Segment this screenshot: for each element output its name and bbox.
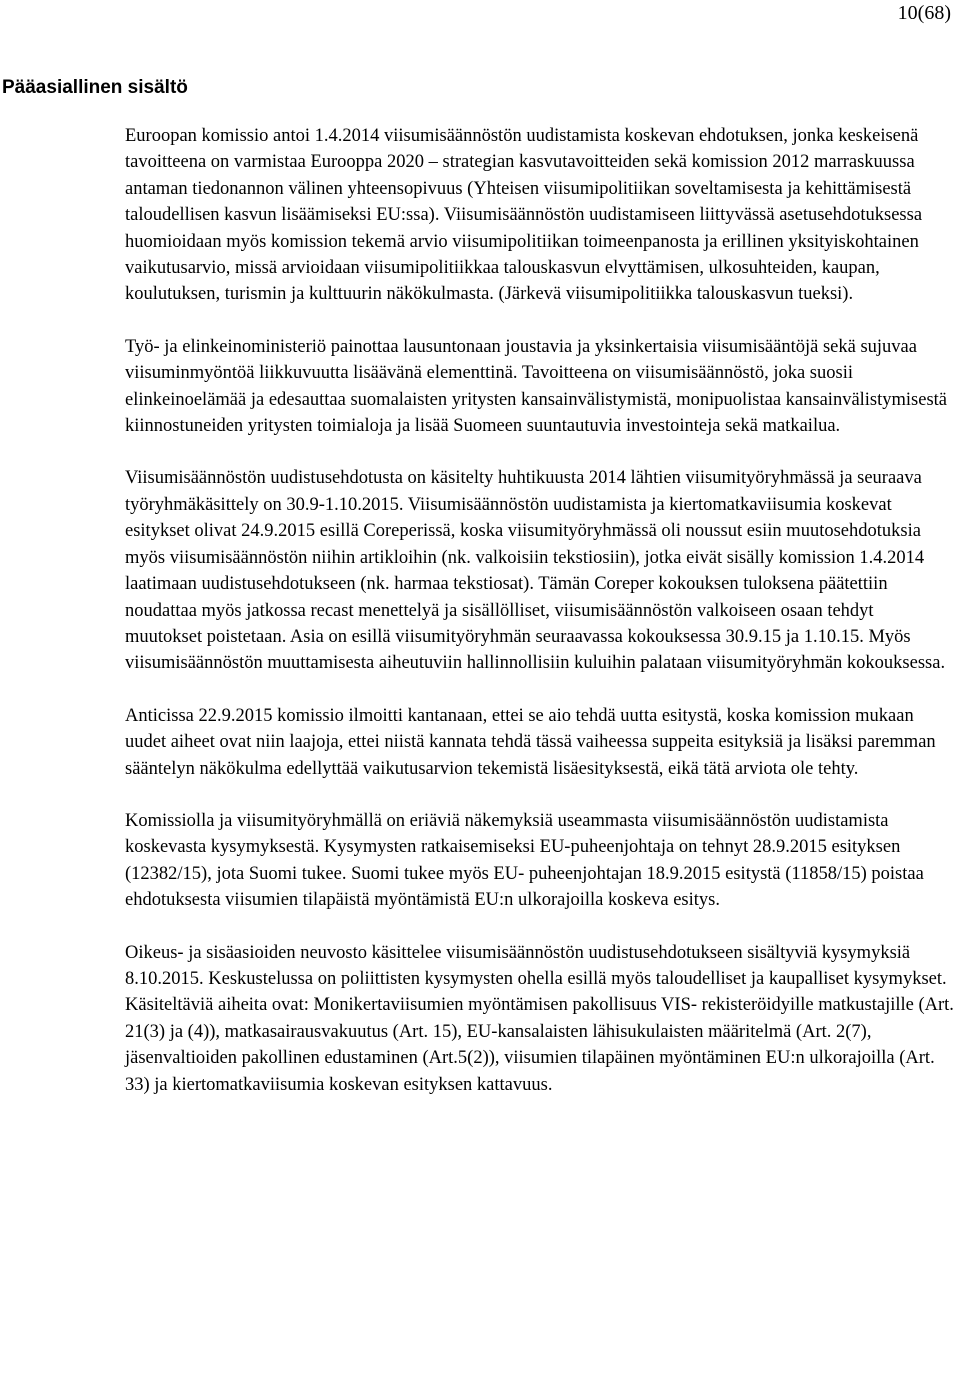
paragraph-presidency-proposals: Komissiolla ja viisumityöryhmällä on eriäviä näkemyksiä useammasta viisumisäännöstön uudistamista koskevasta kysymyksestä. Kysymysten ratkaisemiseksi EU-puheenjohtaja on tehnyt 28.9.2015 esityksen (12382/15), jota Suomi tukee. Suomi tukee myös EU- puheenjohtajan 18.9.2015 esitystä (11858/15) poistaa ehdotuksesta viisumien tilapäistä myöntämistä EU:n ulkorajoilla koskeva esitys. xyxy=(125,810,924,911)
paragraph-council-agenda: Oikeus- ja sisäasioiden neuvosto käsittelee viisumisäännöstön uudistusehdotukseen sisältyviä kysymyksiä 8.10.2015. Keskustelussa on poliittisten kysymysten ohella esillä myös taloudelliset ja kaupalliset kysymykset. Käsiteltäviä aiheita ovat: Monikertaviisumien myöntämisen pakollisuus VIS- rekisteröidyille matkustajille (Art. 21(3) ja (4)), matkasairausvakuutus (Art. 15), EU-kansalaisten lähisukulaisten määritelmä (Art. 2(7), jäsenvaltioiden pakollinen edustaminen (Art.5(2)), viisumien tilapäinen myöntäminen EU:n ulkorajoilla (Art. 33) ja kiertomatkaviisumia koskevan esityksen kattavuus. xyxy=(125,942,954,1095)
paragraph-antici-commission: Anticissa 22.9.2015 komissio ilmoitti kantanaan, ettei se aio tehdä uutta esitystä, koska komission mukaan uudet aiheet ovat niin laajoja, ettei niistä kannata tehdä tässä vaiheessa suppeita esityksiä ja lisäksi paremman sääntelyn näkökulma edellyttää vaikutusarvion tekemistä lisäesityksestä, eikä tätä arviota ole tehty. xyxy=(125,705,936,779)
paragraph-ministry-position: Työ- ja elinkeinoministeriö painottaa lausuntonaan joustavia ja yksinkertaisia viisumisääntöjä sekä sujuvaa viisuminmyöntöä liikkuvuutta lisäävänä elementtinä. Tavoitteena on viisumisäännöstö, joka suosii elinkeinoelämää ja edesauttaa suomalaisten yritysten kansainvälistymistä, monipuolistaa kansainvälistymisestä kiinnostuneiden yritysten toimialoja ja lisää Suomeen suuntautuvia investointeja sekä matkailua. xyxy=(125,336,948,437)
paragraph-working-group-status: Viisumisäännöstön uudistusehdotusta on käsitelty huhtikuusta 2014 lähtien viisumityöryhmässä ja seuraava työryhmäkäsittely on 30.9-1.10.2015. Viisumisäännöstön uudistamista ja kiertomatkaviisumia koskevat esitykset olivat 24.9.2015 esillä Coreperissä, koska viisumityöryhmässä oli noussut esiin muutosehdotuksia myös viisumisäännöstön niihin artikloihin (nk. valkoisiin tekstiosiin), jotka eivät sisälly komission 1.4.2014 laatimaan uudistusehdotukseen (nk. harmaa tekstiosat). Tämän Coreper kokouksen tuloksena päätettiin noudattaa myös jatkossa recast menettelyä ja sisällölliset, viisumisäännöstön valkoiseen osaan tehdyt muutokset poistetaan. Asia on esillä viisumityöryhmän seuraavassa kokouksessa 30.9.15 ja 1.10.15. Myös viisumisäännöstön muuttamisesta aiheutuviin hallinnollisiin kuluihin palataan viisumityöryhmän kokouksessa. xyxy=(125,468,946,674)
section-heading: Pääasiallinen sisältö xyxy=(2,77,188,98)
page-number: 10(68) xyxy=(897,2,951,24)
document-body xyxy=(125,123,955,1098)
paragraph-proposal-background: Euroopan komissio antoi 1.4.2014 viisumisäännöstön uudistamista koskevan ehdotuksen, jonka keskeisenä tavoitteena on varmistaa Eurooppa 2020 – strategian kasvutavoitteiden sekä komission 2012 marraskuussa antaman tiedonannon välinen yhteensopivuus (Yhteisen viisumipolitiikan soveltamisesta ja kehittämisestä taloudellisen kasvun lisäämiseksi EU:ssa). Viisumisäännöstön uudistamiseen liittyvässä asetusehdotuksessa huomioidaan myös komission tekemä arvio viisumipolitiikan toimeenpanosta ja erillinen yksityiskohtainen vaikutusarvio, missä arvioidaan viisumipolitiikkaa talouskasvun elvyttämisen, ulkosuhteiden, kaupan, koulutuksen, turismin ja kulttuurin näkökulmasta. (Järkevä viisumipolitiikka talouskasvun tueksi). xyxy=(125,126,923,305)
